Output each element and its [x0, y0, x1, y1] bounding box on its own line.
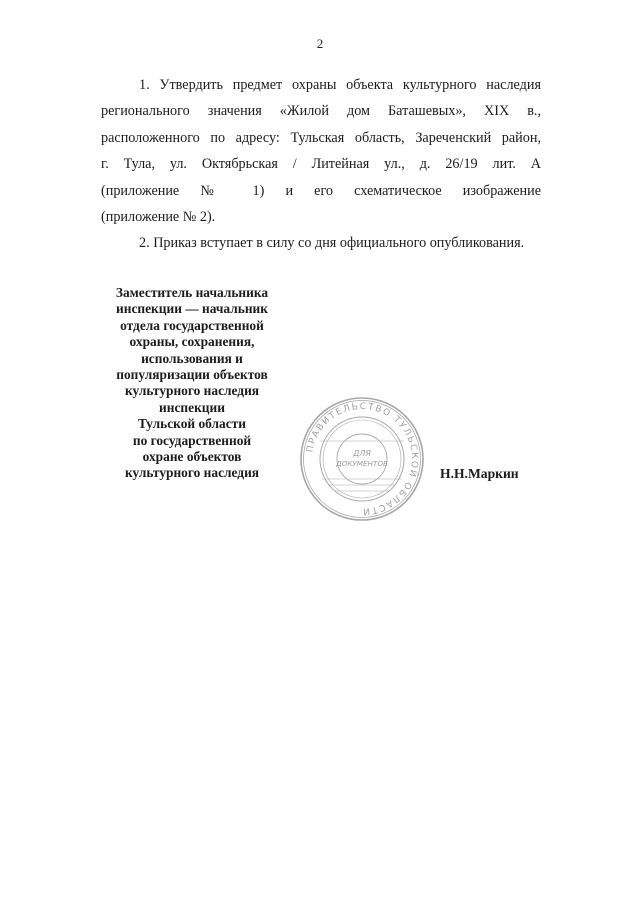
- stamp-center-line2: ДОКУМЕНТОВ: [336, 459, 388, 468]
- stamp-seal-icon: [298, 395, 426, 523]
- paragraph-line: 2. Приказ вступает в силу со дня официального опубликования.: [139, 235, 525, 252]
- signatory-title-line: отдела государственной: [120, 317, 264, 333]
- signatory-title-line: по государственной: [132, 432, 252, 448]
- stamp-center-line1: ДЛЯ: [353, 449, 371, 458]
- signatory-title-line: культурного наследия: [124, 465, 260, 481]
- paragraph-line: регионального значения «Жилой дом Баташевых», XIX в.,: [101, 103, 541, 120]
- paragraph-line: (приложение № 1) и его схематическое изображение: [101, 182, 541, 199]
- signatory-title-line: Заместитель начальника: [115, 285, 269, 300]
- paragraph-1: [101, 72, 541, 230]
- signatory-title-line: охране объектов: [142, 449, 242, 465]
- signatory-title-line: охраны, сохранения,: [129, 334, 255, 350]
- paragraph-2: [101, 230, 541, 256]
- signer-name: Н.Н.Маркин: [440, 466, 519, 481]
- signatory-title-line: Тульской области: [138, 416, 246, 432]
- paragraph-line: расположенного по адресу: Тульская область, Зареченский район,: [101, 129, 541, 146]
- signatory-title-line: культурного наследия: [124, 383, 260, 399]
- page-number: 2: [316, 36, 324, 51]
- signatory-title-line: использования и: [141, 350, 243, 366]
- paragraph-line: (приложение № 2).: [101, 209, 216, 226]
- stamp-outer-text: ПРАВИТЕЛЬСТВО ТУЛЬСКОЙ ОБЛАСТИ: [305, 401, 420, 517]
- paragraph-line: 1. Утвердить предмет охраны объекта культурного наследия: [139, 77, 541, 93]
- document-body: [101, 72, 541, 257]
- signatory-title-line: инспекции — начальник: [116, 301, 268, 317]
- official-stamp: [298, 395, 426, 523]
- signatory-title-line: популяризации объектов: [116, 367, 268, 383]
- signatory-title-line: инспекции: [159, 399, 225, 415]
- signatory-title: [96, 285, 288, 482]
- paragraph-line: г. Тула, ул. Октябрьская / Литейная ул., д. 26/19 лит. А: [101, 156, 541, 173]
